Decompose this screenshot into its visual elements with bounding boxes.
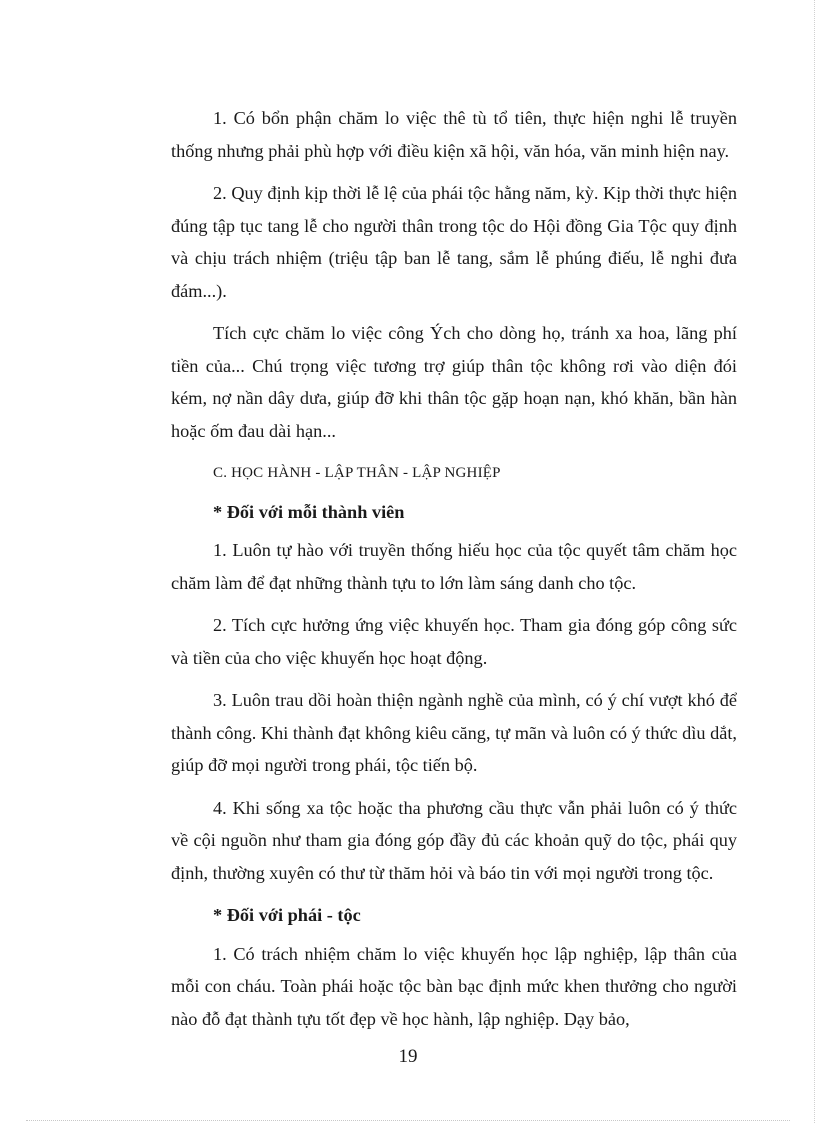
paragraph-funeral-rites: 2. Quy định kịp thời lễ lệ của phái tộc hằng năm, kỳ. Kịp thời thực hiện đúng tập tục tang lễ cho người thân trong tộc do Hội đồng Gia Tộc quy định và chịu trách nhiệm (triệu tập ban lễ tang, sắm lễ phúng điếu, lễ nghi đưa đám...). xyxy=(171,183,737,301)
subheading-clan: * Đối với phái - tộc xyxy=(213,905,361,925)
subheading-each-member: * Đối với mỗi thành viên xyxy=(213,501,405,522)
paragraph-member-3: 3. Luôn trau dồi hoàn thiện ngành nghề của mình, có ý chí vượt khó để thành công. Khi thành đạt không kiêu căng, tự mãn và luôn có ý thức dìu dắt, giúp đỡ mọi người trong phái, tộc tiến bộ. xyxy=(171,690,737,775)
page-edge-rule xyxy=(814,0,815,1123)
paragraph-member-4: 4. Khi sống xa tộc hoặc tha phương cầu thực vẫn phải luôn có ý thức về cội nguồn như tham gia đóng góp đầy đủ các khoản quỹ do tộc, phái quy định, thường xuyên có thư từ thăm hỏi và báo tin với mọi người trong tộc. xyxy=(171,797,737,883)
paragraph-public-welfare: Tích cực chăm lo việc công Ých cho dòng họ, tránh xa hoa, lãng phí tiền của... Chú trọng việc tương trợ giúp thân tộc không rơi vào diện đói kém, nợ nần dây dưa, giúp đỡ khi thân tộc gặp hoạn nạn, khó khăn, bần hàn hoặc ốm đau dài hạn... xyxy=(171,323,737,441)
paragraph-member-2: 2. Tích cực hưởng ứng việc khuyến học. Tham gia đóng góp công sức và tiền của cho việc khuyến học hoạt động. xyxy=(171,615,737,668)
section-heading: C. HỌC HÀNH - LẬP THÂN - LẬP NGHIỆP xyxy=(213,465,501,481)
document-body xyxy=(171,102,737,1045)
page-number: 19 xyxy=(398,1046,418,1067)
paragraph-member-1: 1. Luôn tự hào với truyền thống hiếu học của tộc quyết tâm chăm học chăm làm để đạt những thành tựu to lớn làm sáng danh cho tộc. xyxy=(171,540,737,593)
paragraph-ancestor-worship: 1. Có bổn phận chăm lo việc thê tù tổ tiên, thực hiện nghi lễ truyền thống nhưng phải phù hợp với điều kiện xã hội, văn hóa, văn minh hiện nay. xyxy=(171,108,737,161)
paragraph-clan-1: 1. Có trách nhiệm chăm lo việc khuyến học lập nghiệp, lập thân của mỗi con cháu. Toàn phái hoặc tộc bàn bạc định mức khen thưởng cho người nào đỗ đạt thành tựu tốt đẹp về học hành, lập nghiệp. Dạy bảo, xyxy=(171,943,737,1029)
footer-rule xyxy=(26,1120,790,1121)
